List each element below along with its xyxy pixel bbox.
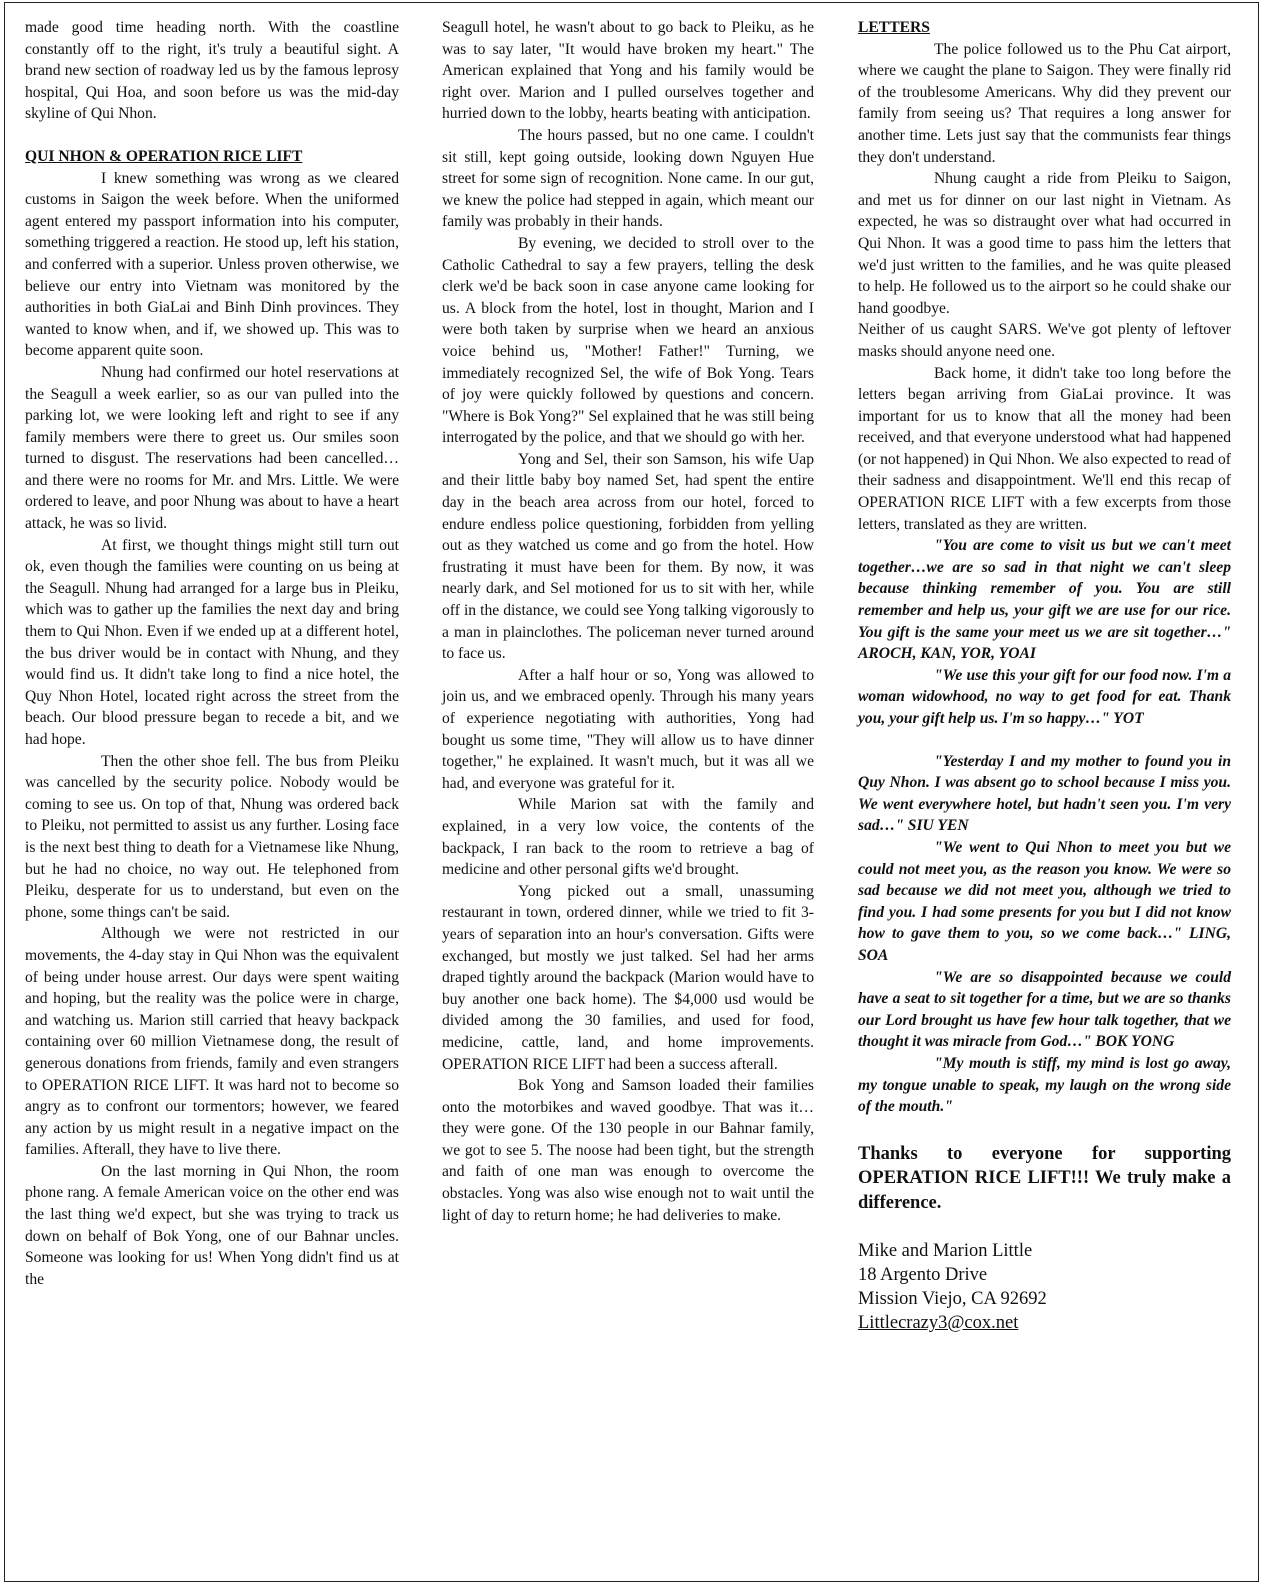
paragraph: I knew something was wrong as we cleared customs in Saigon the week before. When the uniformed agent entered my passport information into his computer, something triggered a reaction. He stood up, left his station, and conferred with a superior. Unless proven otherwise, we believe our entry into Vietnam was monitored by the authorities in both GiaLai and Binh Dinh provinces. They wanted to know when, and if, we showed up. This was to become apparent quite soon. [25,169,399,360]
contact-address [858,1239,1231,1335]
paragraph: made good time heading north. With the coastline constantly off to the right, it's truly a beautiful sight. A brand new section of roadway led us by the famous leprosy hospital, Qui Hoa, and soon before us was the mid-day skyline of Qui Nhon. [25,19,399,123]
paragraph: While Marion sat with the family and explained, in a very low voice, the contents of the backpack, I ran back to the room to retrieve a bag of medicine and other personal gifts we'd brought. [442,796,814,879]
paragraph: Back home, it didn't take too long before the letters began arriving from GiaLai province. It was important for us to know that all the money had been received, and that everyone understood what had happened (or not happened) in Qui Nhon. We also expected to read of their sadness and disappointment. We'll end this recap of OPERATION RICE LIFT with a few excerpts from those letters, translated as they are written. [858,364,1231,533]
letter-excerpt: "We are so disappointed because we could have a seat to sit together for a time, but we are so thanks our Lord brought us have few hour talk together, that we thought it was miracle from God…" BOK YONG [858,968,1231,1051]
column-3 [858,17,1231,1335]
letters-heading: LETTERS [858,19,930,36]
thanks-message: Thanks to everyone for supporting OPERATION RICE LIFT!!! We truly make a difference. [858,1143,1231,1213]
paragraph: After a half hour or so, Yong was allowed to join us, and we embraced openly. Through his many years of experience negotiating with authorities, Yong had bought us some time, "They will allow us to have dinner together," he explained. It wasn't much, but it was all we had, and everyone was grateful for it. [442,666,814,792]
paragraph: Then the other shoe fell. The bus from Pleiku was cancelled by the security police. Nobody would be coming to see us. On top of that, Nhung was ordered back to Pleiku, not permitted to assist us any further. Losing face is the next best thing to death for a Vietnamese like Nhung, but he had no choice, no way out. He telephoned from Pleiku, desperate for us to understand, but even on the phone, some things can't be said. [25,752,399,921]
column-2 [442,17,814,1226]
paragraph: Nhung caught a ride from Pleiku to Saigon, and met us for dinner on our last night in Vietnam. As expected, he was so distraught over what had occurred in Qui Nhon. It was a good time to pass him the letters that we'd just written to the families, and he was quite pleased to help. He followed us to the airport so he could shake our hand goodbye. [858,170,1231,317]
contact-email-link[interactable]: Littlecrazy3@cox.net [858,1313,1019,1334]
paragraph: Nhung had confirmed our hotel reservations at the Seagull a week earlier, so as our van pulled into the parking lot, we were looking left and right to see if any family members were there to greet us. Our smiles soon turned to disgust. The reservations had been cancelled…and there were no rooms for Mr. and Mrs. Little. We were ordered to leave, and poor Nhung was about to have a heart attack, he was so livid. [25,363,399,533]
column-1 [25,17,399,1290]
letter-excerpt: "You are come to visit us but we can't meet together…we are so sad in that night we can't sleep because thinking remember of you. You are still remember and help us, your gift we are use for our rice. You gift is the same your meet us we are sit together…" AROCH, KAN, YOR, YOAI [858,537,1231,663]
paragraph: Although we were not restricted in our movements, the 4-day stay in Qui Nhon was the equivalent of being under house arrest. Our days were spent waiting and hoping, but the reality was the police were in charge, and watching us. Marion still carried that heavy backpack containing over 60 million Vietnamese dong, the result of generous donations from friends, family and even strangers to OPERATION RICE LIFT. It was hard not to become so angry as to confront our tormentors; however, we feared any action by us might result in a negative impact on the families. Afterall, they have to live there. [25,925,399,1159]
paragraph: Seagull hotel, he wasn't about to go back to Pleiku, as he was to say later, "It would have broken my heart." The American explained that Yong and his family would be right over. Marion and I pulled ourselves together and hurried down to the lobby, hearts beating with anticipation. [442,19,814,123]
paragraph: Bok Yong and Samson loaded their families onto the motorbikes and waved goodbye. That was it…they were gone. Of the 130 people in our Bahnar family, we got to see 5. The noose had been tight, but the strength and faith of one man was enough to overcome the obstacles. Yong was also wise enough not to wait until the light of day to return home; he had deliveries to make. [442,1077,814,1224]
letter-excerpt: "We use this your gift for our food now. I'm a woman widowhood, no way to get food for eat. Thank you, your gift help us. I'm so happy…" YOT [858,666,1231,727]
letter-excerpt: "My mouth is stiff, my mind is lost go away, my tongue unable to speak, my laugh on the wrong side of the mouth." [858,1054,1231,1116]
paragraph: The police followed us to the Phu Cat airport, where we caught the plane to Saigon. They were finally rid of the troublesome Americans. Why did they prevent our family from seeing us? That requires a long answer for another time. Lets just say that the communists fear things they don't understand. [858,40,1231,166]
paragraph: Yong picked out a small, unassuming restaurant in town, ordered dinner, while we tried to fit 3-years of separation into an hour's conversation. Gifts were exchanged, but mostly we just talked. Sel had her arms draped tightly around the backpack (Marion would have to buy another one back home). The $4,000 usd would be divided among the 30 families, and used for food, medicine, cattle, land, and home improvements. OPERATION RICE LIFT had been a success afterall. [442,882,814,1073]
letter-excerpt: "We went to Qui Nhon to meet you but we could not meet you, as the reason you know. We were so sad because we did not meet you, although we tried to find you. I had some presents for you but I did not know how to gave them to you, so we come back…" LING, SOA [858,838,1231,964]
section-heading: QUI NHON & OPERATION RICE LIFT [25,147,303,165]
contact-name: Mike and Marion Little [858,1241,1033,1262]
letter-excerpt: "Yesterday I and my mother to found you in Quy Nhon. I was absent go to school because I miss you. We went everywhere hotel, but hadn't seen you. I'm very sad…" SIU YEN [858,752,1231,835]
paragraph: Yong and Sel, their son Samson, his wife Uap and their little baby boy named Set, had spent the entire day in the beach area across from our hotel, forced to endure endless police questioning, forbidden from yelling out as they watched us come and go from the hotel. How frustrating it must have been for them. By now, it was nearly dark, and Sel motioned for us to sit with her, while off in the distance, we could see Yong talking vigorously to a man in plainclothes. The policeman never turned around to face us. [442,450,814,663]
paragraph: By evening, we decided to stroll over to the Catholic Cathedral to say a few prayers, telling the desk clerk we'd be back soon in case anyone came looking for us. A block from the hotel, lost in thought, Marion and I were both taken by surprise when we heard an anxious voice behind us, "Mother! Father!" Turning, we immediately recognized Sel, the wife of Bok Yong. Tears of joy were quickly followed by questions and concern. "Where is Bok Yong?" Sel explained that he was still being interrogated by the police, and that we should go with her. [442,234,814,447]
paragraph: On the last morning in Qui Nhon, the room phone rang. A female American voice on the other end was the last thing we'd expect, but she was trying to track us down on behalf of Bok Yong, one of our Bahnar uncles. Someone was looking for us! When Yong didn't find us at the [25,1162,399,1288]
paragraph: At first, we thought things might still turn out ok, even though the families were counting on us being at the Seagull. Nhung had arranged for a large bus in Pleiku, which was to gather up the families the next day and bring them to Qui Nhon. Even if we ended up at a different hotel, the bus driver would be in contact with Nhung, and they would find us. It didn't take long to find a nice hotel, the Quy Nhon Hotel, located right across the street from the beach. Our blood pressure began to recede a bit, and we had hope. [25,536,399,748]
newsletter-page [4,2,1259,1582]
paragraph: The hours passed, but no one came. I couldn't sit still, kept going outside, looking down Nguyen Hue street for some sign of recognition. None came. In our gut, we knew the police had stepped in again, which meant our family was probably in their hands. [442,126,814,231]
paragraph: Neither of us caught SARS. We've got plenty of leftover masks should anyone need one. [858,321,1231,360]
contact-city: Mission Viejo, CA 92692 [858,1289,1047,1310]
contact-street: 18 Argento Drive [858,1265,988,1286]
